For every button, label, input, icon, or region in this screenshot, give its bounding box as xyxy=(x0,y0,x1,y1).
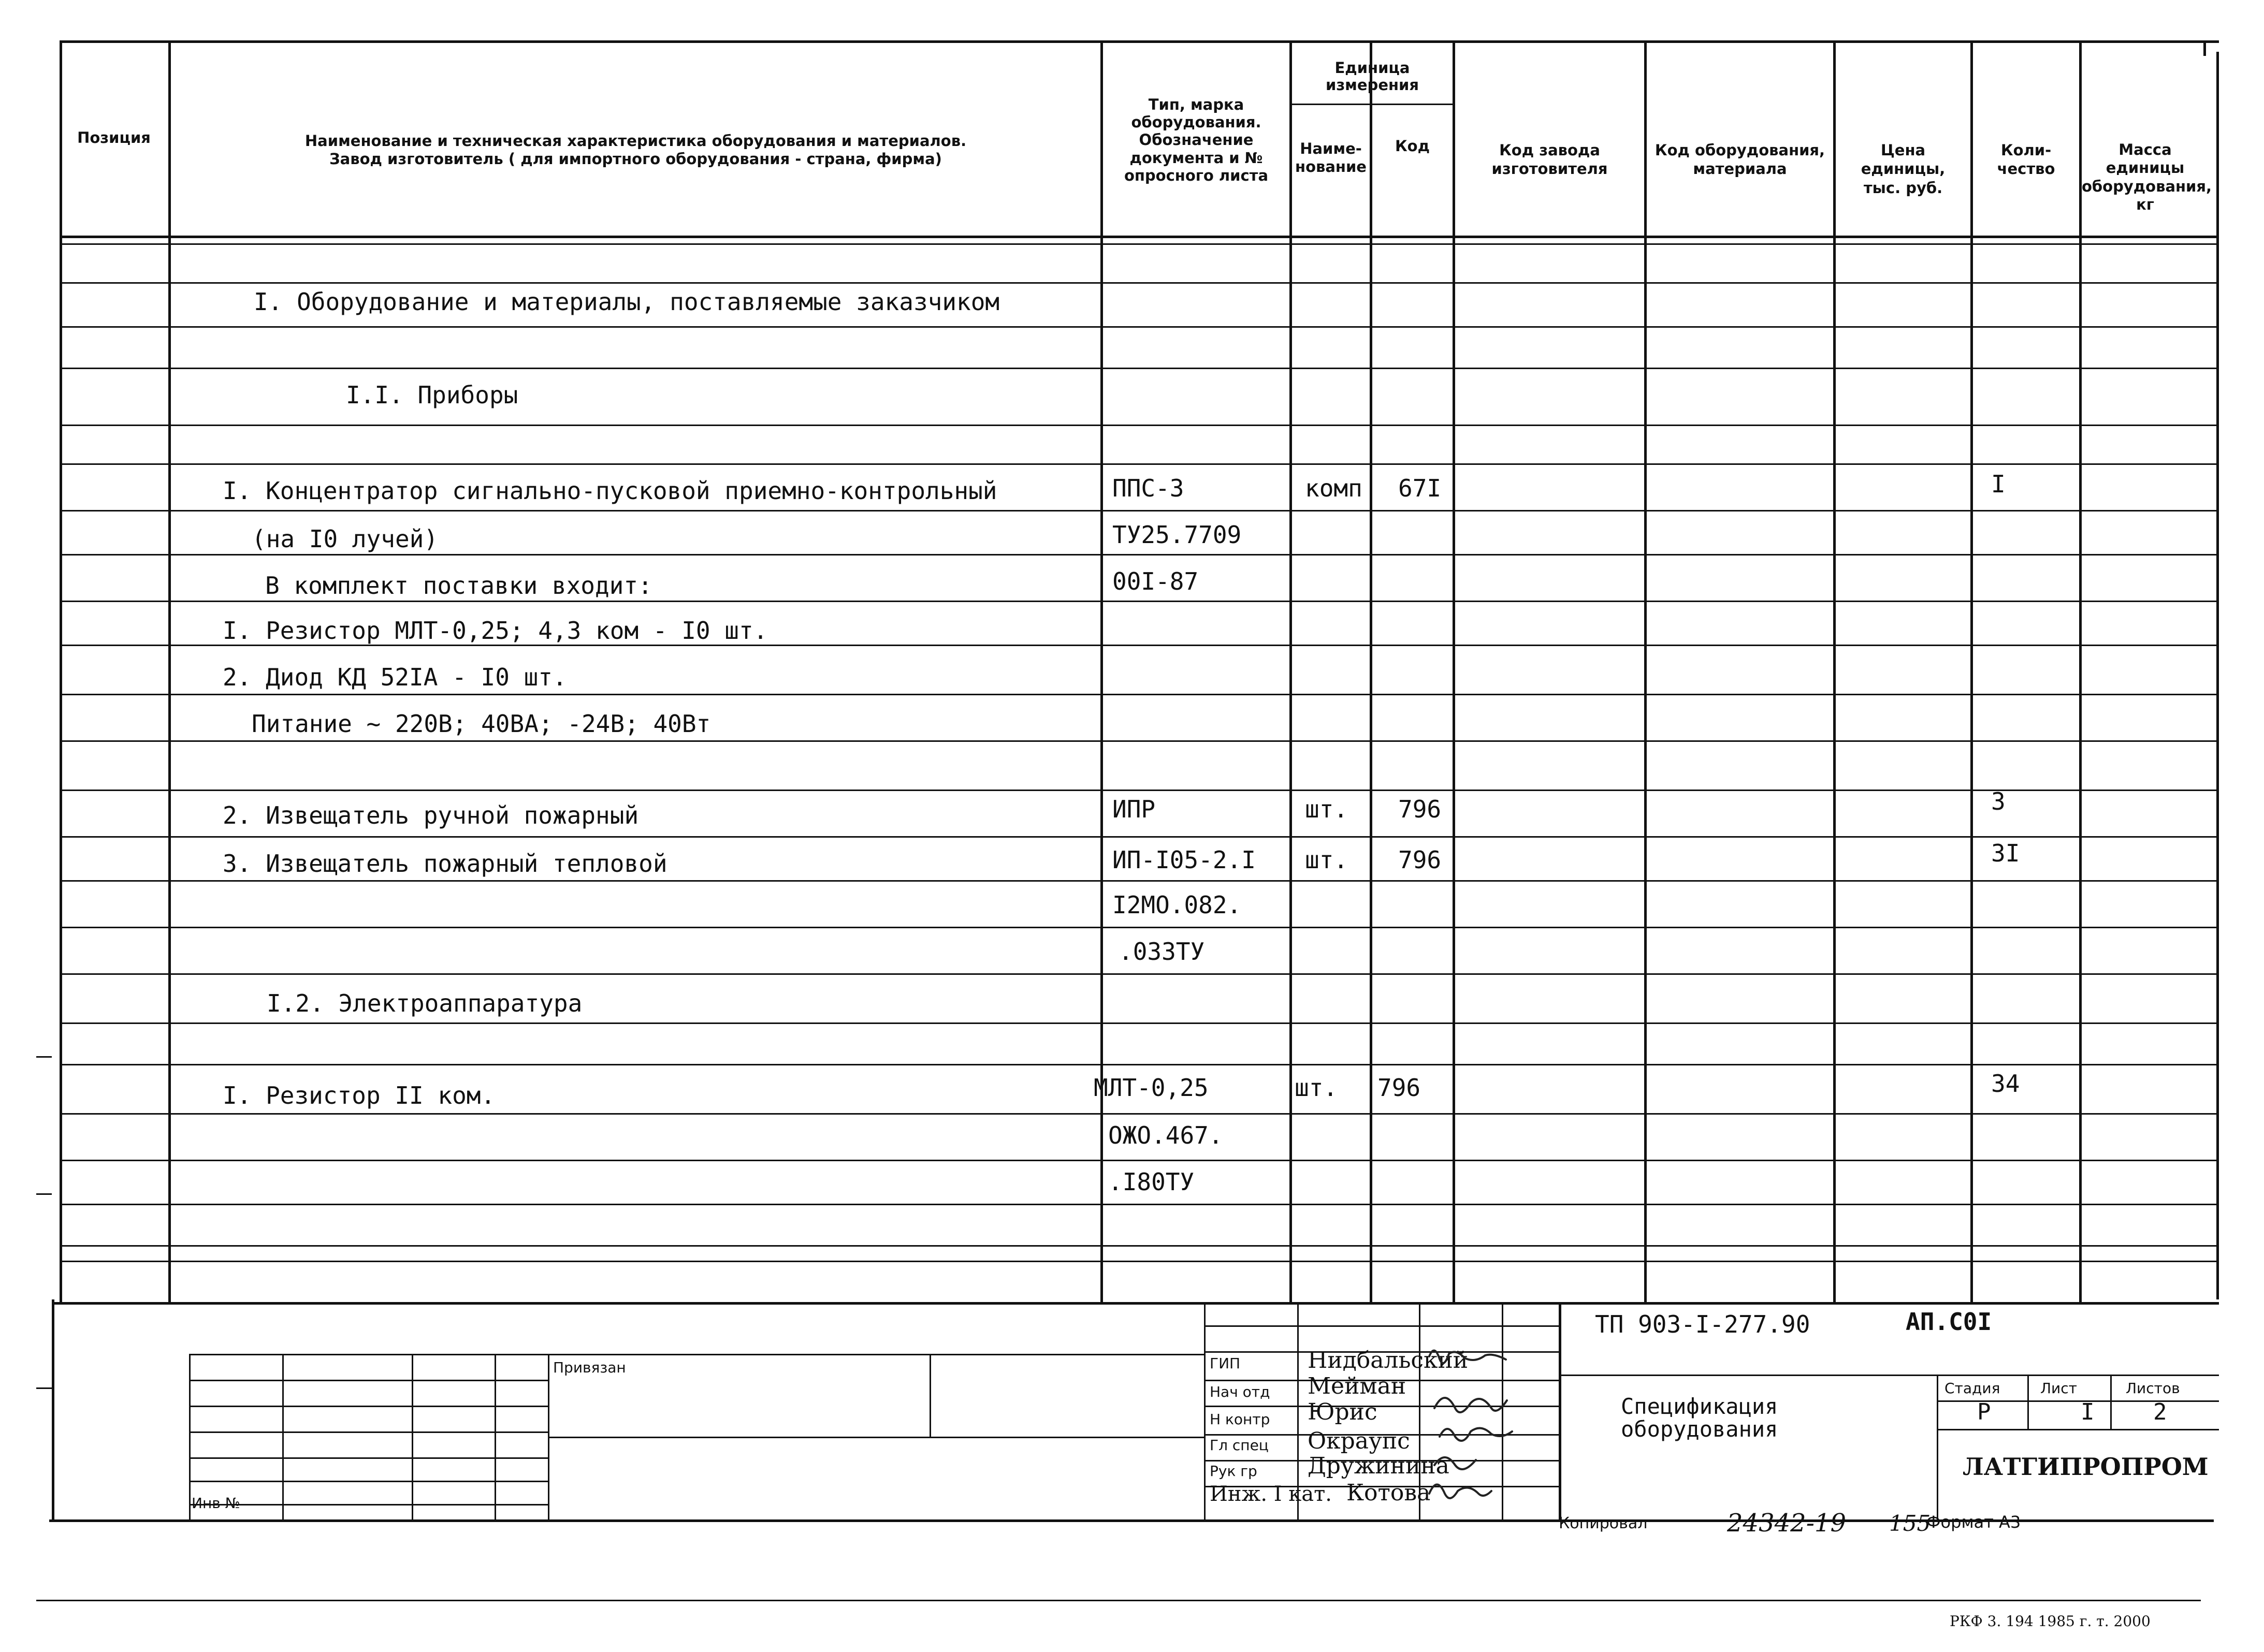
header-unit-name-line: нование xyxy=(1295,157,1367,176)
header-price-line: единицы, xyxy=(1861,160,1946,178)
header-quantity xyxy=(1973,141,2079,179)
grid-line xyxy=(412,1354,413,1522)
copied-page: 155 xyxy=(1889,1511,1931,1536)
grid-line xyxy=(60,326,2219,328)
header-mass-line: единицы xyxy=(2106,159,2185,177)
item-type: ОЖО.467. xyxy=(1108,1121,1223,1149)
header-type-line: оборудования. xyxy=(1131,113,1261,131)
grid-line xyxy=(60,927,2219,928)
signatory-name: Нидбальский xyxy=(1308,1347,1469,1373)
header-name-line1: Наименование и техническая характеристика оборудования и материалов. xyxy=(304,132,967,150)
sheets-label: Листов xyxy=(2126,1380,2180,1397)
signatory-name: Дружинина xyxy=(1308,1453,1449,1479)
copied-label: Копировал xyxy=(1559,1514,1648,1532)
document-number: ТП 903-I-277.90 xyxy=(1595,1310,1810,1338)
grid-line xyxy=(930,1354,931,1437)
grid-line xyxy=(1289,41,1292,1305)
header-factory-code-line: изготовителя xyxy=(1491,160,1608,178)
grid-line xyxy=(36,1600,2201,1601)
sheet-label: Лист xyxy=(2040,1380,2077,1397)
grid-line xyxy=(168,41,171,1305)
header-unit-code: Код xyxy=(1395,137,1430,155)
grid-line xyxy=(60,694,2219,695)
signatory-name: Котова xyxy=(1346,1480,1431,1506)
item-name: В комплект поставки входит: xyxy=(265,572,652,600)
item-name: Питание ~ 220В; 40ВА; -24В; 40Вт xyxy=(252,710,711,738)
bound-label: Привязан xyxy=(553,1359,626,1376)
role-label: ГИП xyxy=(1210,1355,1241,1372)
grid-line xyxy=(2079,41,2082,1305)
grid-line xyxy=(1833,41,1836,1305)
item-unit: шт. xyxy=(1305,846,1348,874)
grid-line xyxy=(60,236,2219,238)
grid-line xyxy=(60,836,2219,838)
header-mass-line: Масса xyxy=(2118,141,2172,158)
grid-line xyxy=(60,368,2219,369)
header-equipment-code-line: материала xyxy=(1693,160,1787,178)
stage-value: Р xyxy=(1977,1399,1991,1425)
item-name: (на I0 лучей) xyxy=(252,525,439,553)
grid-line xyxy=(189,1354,191,1522)
format-label: Формат А3 xyxy=(1926,1512,2021,1532)
header-price-line: тыс. руб. xyxy=(1863,179,1943,197)
item-name: I. Концентратор сигнально-пусковой приемно-контрольный xyxy=(223,477,997,505)
grid-line xyxy=(60,1064,2219,1065)
copied-number: 24342-19 xyxy=(1727,1509,1846,1538)
inventory-label: Инв № xyxy=(192,1495,240,1512)
header-type-line: опросного листа xyxy=(1124,166,1269,184)
grid-line xyxy=(36,1056,52,1058)
item-code: 67I xyxy=(1398,474,1442,502)
document-title xyxy=(1621,1395,1778,1441)
role-label: Нач отд xyxy=(1210,1383,1270,1400)
item-code: 796 xyxy=(1377,1074,1421,1102)
section-title: I. Оборудование и материалы, поставляемые заказчиком xyxy=(254,288,1000,316)
role-label: Рук гр xyxy=(1210,1463,1257,1480)
grid-line xyxy=(60,243,2219,245)
item-type: МЛТ-0,25 xyxy=(1094,1074,1209,1102)
item-type: ИПР xyxy=(1112,795,1156,823)
grid-line xyxy=(60,790,2219,791)
grid-line xyxy=(36,1387,52,1389)
header-type-line: Обозначение xyxy=(1139,131,1254,149)
header-price-line: Цена xyxy=(1880,141,1926,159)
grid-line xyxy=(52,1299,54,1522)
role-label: Инж. I кат. xyxy=(1210,1482,1332,1506)
header-unit-group-line: измерения xyxy=(1326,76,1419,94)
item-name: I. Резистор МЛТ-0,25; 4,3 ком - I0 шт. xyxy=(223,617,768,645)
header-type-line: документа и № xyxy=(1129,149,1263,167)
item-quantity: 34 xyxy=(1991,1070,2020,1098)
item-name: I. Резистор II ком. xyxy=(223,1081,496,1109)
header-quantity-line: Коли- xyxy=(2000,141,2052,159)
header-equipment-code xyxy=(1647,141,1833,179)
item-type: ИП-I05-2.I xyxy=(1112,846,1256,874)
grid-line xyxy=(60,40,2219,43)
grid-line xyxy=(60,463,2219,465)
grid-line xyxy=(1453,41,1455,1305)
grid-line xyxy=(1559,1375,2219,1376)
subsection-title: I.I. Приборы xyxy=(346,381,518,409)
grid-line xyxy=(1937,1429,2219,1430)
item-unit: шт. xyxy=(1295,1074,1338,1102)
grid-line xyxy=(60,1245,2219,1247)
header-unit-group-line: Единица xyxy=(1334,59,1410,77)
grid-line xyxy=(1937,1375,1938,1519)
grid-line xyxy=(60,973,2219,975)
grid-line xyxy=(2027,1375,2029,1429)
grid-line xyxy=(60,1261,2219,1262)
header-type xyxy=(1103,96,1289,184)
item-type: 00I-87 xyxy=(1112,567,1199,595)
item-code: 796 xyxy=(1398,846,1442,874)
document-title-line: Спецификация xyxy=(1621,1394,1778,1419)
grid-line xyxy=(1644,41,1647,1305)
header-mass xyxy=(2082,141,2212,214)
sheets-value: 2 xyxy=(2153,1399,2167,1425)
header-name-line2: Завод изготовитель ( для импортного оборудования - страна, фирма) xyxy=(329,150,942,168)
organization-name: ЛАТГИПРОПРОМ xyxy=(1963,1453,2209,1481)
grid-line xyxy=(60,554,2219,555)
item-quantity: 3I xyxy=(1991,839,2020,867)
stage-label: Стадия xyxy=(1944,1380,2000,1397)
grid-line xyxy=(60,645,2219,646)
item-type: .I80ТУ xyxy=(1108,1168,1195,1196)
item-type: ППС-3 xyxy=(1112,474,1184,502)
signatory-name: Окраупс xyxy=(1308,1428,1410,1454)
grid-line xyxy=(60,1160,2219,1161)
header-quantity-line: чество xyxy=(1997,160,2055,178)
item-quantity: 3 xyxy=(1991,787,2006,815)
header-equipment-code-line: Код оборудования, xyxy=(1655,141,1825,159)
role-label: Н контр xyxy=(1210,1411,1270,1428)
header-factory-code-line: Код завода xyxy=(1499,141,1600,159)
item-type: ТУ25.7709 xyxy=(1112,521,1242,549)
grid-line xyxy=(52,1302,2219,1305)
header-unit-group xyxy=(1292,60,1453,94)
header-name xyxy=(171,134,1100,167)
signatory-name: Мейман xyxy=(1308,1373,1406,1399)
grid-line xyxy=(1100,41,1103,1305)
header-mass-line: кг xyxy=(2136,196,2154,214)
header-type-line: Тип, марка xyxy=(1148,96,1244,113)
item-quantity: I xyxy=(1991,470,2006,498)
grid-line xyxy=(282,1354,284,1522)
grid-line xyxy=(60,1022,2219,1024)
grid-line xyxy=(495,1354,496,1522)
grid-line xyxy=(60,282,2219,284)
item-type: I2МО.082. xyxy=(1112,891,1242,919)
grid-line xyxy=(2216,52,2219,1299)
item-code: 796 xyxy=(1398,795,1442,823)
header-unit-name xyxy=(1292,140,1370,176)
grid-line xyxy=(548,1437,1206,1438)
grid-line xyxy=(60,425,2219,426)
grid-line xyxy=(60,510,2219,511)
item-name: 2. Диод КД 52IA - I0 шт. xyxy=(223,663,567,691)
header-factory-code xyxy=(1455,141,1644,179)
header-price xyxy=(1836,141,1970,197)
grid-line xyxy=(1970,41,1973,1305)
role-label: Гл спец xyxy=(1210,1437,1269,1454)
grid-line xyxy=(60,1204,2219,1205)
grid-line xyxy=(36,1193,52,1195)
grid-line xyxy=(60,601,2219,602)
grid-line xyxy=(60,740,2219,742)
footer-code: РКФ 3. 194 1985 г. т. 2000 xyxy=(1950,1613,2151,1630)
sheet-value: I xyxy=(2081,1399,2095,1425)
grid-line xyxy=(60,1113,2219,1115)
subsection-title: I.2. Электроаппаратура xyxy=(267,989,583,1017)
grid-line xyxy=(1204,1325,1561,1327)
signatory-name: Юрис xyxy=(1308,1399,1377,1425)
grid-line xyxy=(60,880,2219,882)
grid-line xyxy=(2203,40,2206,56)
grid-line xyxy=(1370,41,1372,1305)
header-position: Позиция xyxy=(77,129,151,147)
grid-line xyxy=(2110,1375,2112,1429)
grid-line xyxy=(548,1354,1206,1355)
item-name: 2. Извещатель ручной пожарный xyxy=(223,801,639,829)
document-title-line: оборудования xyxy=(1621,1416,1778,1442)
item-name: 3. Извещатель пожарный тепловой xyxy=(223,850,667,878)
item-type: .033ТУ xyxy=(1119,938,1205,966)
grid-line xyxy=(1289,104,1453,105)
handwritten-signatures xyxy=(1419,1341,1574,1512)
item-unit: шт. xyxy=(1305,795,1348,823)
header-mass-line: оборудования, xyxy=(2082,177,2212,195)
document-code: АП.С0I xyxy=(1906,1308,1992,1336)
header-unit-name-line: Наиме- xyxy=(1300,140,1362,157)
item-unit: комп xyxy=(1305,474,1362,502)
